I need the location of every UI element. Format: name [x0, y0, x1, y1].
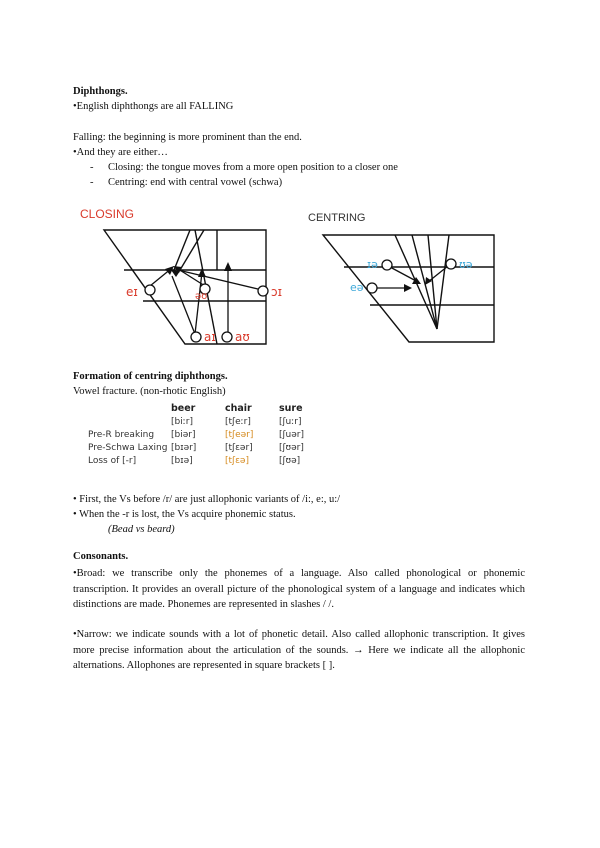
- label-ie: ɪə: [367, 258, 378, 271]
- example-bead-beard: (Bead vs beard): [108, 524, 175, 535]
- dash-marker: -: [90, 177, 94, 188]
- bullet-falling: •English diphthongs are all FALLING: [73, 101, 234, 112]
- section-heading-consonants: Consonants.: [73, 551, 129, 562]
- table-cell: [biːr]: [171, 416, 193, 427]
- table-header: beer: [171, 403, 196, 414]
- arrowheads: [404, 277, 432, 292]
- table-row: [88, 441, 304, 454]
- table-row: [88, 428, 304, 441]
- table-cell: [tʃeər]: [225, 429, 254, 440]
- row-label: [88, 415, 171, 428]
- point-phonemic: • When the -r is lost, the Vs acquire phonemic status.: [73, 509, 296, 520]
- broad-transcription-paragraph: •Broad: we transcribe only the phonemes of a language. Also called phonological or phonemic transcription. It provides an overall picture of the phonological system of a language and indicates which distinctions are made. Phonemes are represented in slashes / /.: [73, 568, 525, 610]
- bullet-either: •And they are either…: [73, 147, 168, 158]
- table-row: [88, 415, 304, 428]
- point-allophonic: • First, the Vs before /r/ are just allophonic variants of /i:, e:, u:/: [73, 494, 341, 505]
- table-cell: [tʃeːr]: [225, 416, 251, 427]
- dash-marker: -: [90, 162, 94, 173]
- label-ue: ʊə: [459, 258, 473, 271]
- label-eu: əʊ: [195, 291, 208, 302]
- table-header-row: [88, 402, 304, 415]
- table-cell: [tʃɛər]: [225, 442, 253, 453]
- centring-diagram: [300, 205, 510, 345]
- table-cell: [tʃɛə]: [225, 455, 249, 466]
- label-ai: aɪ: [204, 330, 216, 344]
- formation-subheading: Vowel fracture. (non-rhotic English): [73, 386, 226, 397]
- section-heading-formation: Formation of centring diphthongs.: [73, 371, 228, 382]
- table-cell: [ʃʊər]: [279, 442, 304, 453]
- label-oi: ɔɪ: [271, 285, 283, 299]
- dash-item-centring: Centring: end with central vowel (schwa): [108, 177, 283, 188]
- label-ee: eə: [350, 281, 364, 294]
- table-row: [88, 454, 304, 467]
- dash-item-closing: Closing: the tongue moves from a more open position to a closer one: [108, 162, 398, 173]
- row-label: Pre-R breaking: [88, 429, 155, 440]
- table-cell: [ʃuːr]: [279, 416, 302, 427]
- table-header: sure: [279, 403, 303, 414]
- closing-diagram: [70, 198, 300, 356]
- table-cell: [biər]: [171, 429, 196, 440]
- table-cell: [ʃʊə]: [279, 455, 301, 466]
- vowel-fracture-table: [88, 402, 304, 467]
- narrow-transcription-paragraph: •Narrow: we indicate sounds with a lot of phonetic detail. Also called allophonic transcription. It gives more precise information about the articulation of the sounds. → Here we indicate all the allophonic alternations. Allophones are represented in square brackets [ ].: [73, 629, 525, 671]
- label-ei: eɪ: [126, 285, 138, 299]
- row-label: Pre-Schwa Laxing: [88, 442, 168, 453]
- closing-diagram-title: CLOSING: [80, 207, 135, 221]
- table-cell: [bɪə]: [171, 455, 193, 466]
- table-header: chair: [225, 403, 252, 414]
- centring-diagram-title: CENTRING: [308, 212, 366, 224]
- table-cell: [ʃuər]: [279, 429, 304, 440]
- table-cell: [bɪər]: [171, 442, 197, 453]
- section-heading-diphthongs: Diphthongs.: [73, 86, 128, 97]
- falling-definition: Falling: the beginning is more prominent than the end.: [73, 132, 302, 143]
- label-au: aʊ: [235, 330, 250, 344]
- row-label: Loss of [-r]: [88, 455, 137, 466]
